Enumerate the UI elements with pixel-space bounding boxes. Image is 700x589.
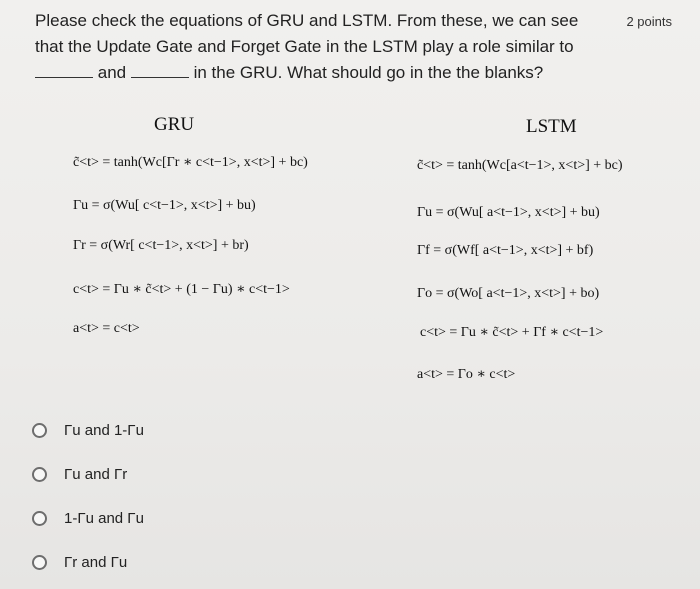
option-1[interactable]: [32, 408, 144, 452]
lstm-equation-forget-gate: Γf = σ(Wf[ a<t−1>, x<t>] + bf): [417, 243, 594, 258]
radio-button-icon[interactable]: [32, 511, 47, 526]
blank-1: [35, 63, 93, 78]
gru-equation-memory-cell: c<t> = Γu ∗ c̃<t> + (1 − Γu) ∗ c<t−1>: [73, 282, 290, 297]
answer-options: [32, 408, 144, 584]
blank-2: [131, 63, 189, 78]
gru-equation-relevance-gate: Γr = σ(Wr[ c<t−1>, x<t>] + br): [73, 238, 249, 253]
radio-button-icon[interactable]: [32, 555, 47, 570]
question-line-3-rest: in the GRU. What should go in the the blanks?: [193, 63, 544, 82]
option-1-label[interactable]: Γu and 1-Γu: [64, 421, 144, 439]
question-line-3: [35, 60, 605, 86]
lstm-title: LSTM: [526, 116, 577, 137]
lstm-equation-memory-cell: c<t> = Γu ∗ c̃<t> + Γf ∗ c<t−1>: [420, 325, 604, 340]
radio-button-icon[interactable]: [32, 467, 47, 482]
gru-equation-activation: a<t> = c<t>: [73, 321, 140, 336]
option-4-label[interactable]: Γr and Γu: [64, 553, 128, 571]
question-and: and: [97, 63, 127, 82]
option-2-label[interactable]: Γu and Γr: [64, 465, 128, 483]
radio-button-icon[interactable]: [32, 423, 47, 438]
question-line-1: Please check the equations of GRU and LSTM. From these, we can see: [35, 11, 579, 30]
gru-equation-candidate: c̃<t> = tanh(Wc[Γr ∗ c<t−1>, x<t>] + bc): [73, 155, 308, 170]
question-line-2: that the Update Gate and Forget Gate in the LSTM play a role similar to: [35, 37, 574, 56]
points-label: 2 points: [626, 14, 672, 29]
option-4[interactable]: [32, 540, 144, 584]
lstm-equation-candidate: c̃<t> = tanh(Wc[a<t−1>, x<t>] + bc): [417, 158, 623, 173]
option-3[interactable]: [32, 496, 144, 540]
gru-equation-update-gate: Γu = σ(Wu[ c<t−1>, x<t>] + bu): [73, 198, 256, 213]
gru-title: GRU: [154, 114, 195, 135]
lstm-equation-output-gate: Γo = σ(Wo[ a<t−1>, x<t>] + bo): [417, 286, 600, 301]
question-text: [35, 8, 605, 86]
lstm-equation-activation: a<t> = Γo ∗ c<t>: [417, 367, 516, 382]
lstm-equation-update-gate: Γu = σ(Wu[ a<t−1>, x<t>] + bu): [417, 205, 600, 220]
option-3-label[interactable]: 1-Γu and Γu: [64, 509, 144, 527]
option-2[interactable]: [32, 452, 144, 496]
